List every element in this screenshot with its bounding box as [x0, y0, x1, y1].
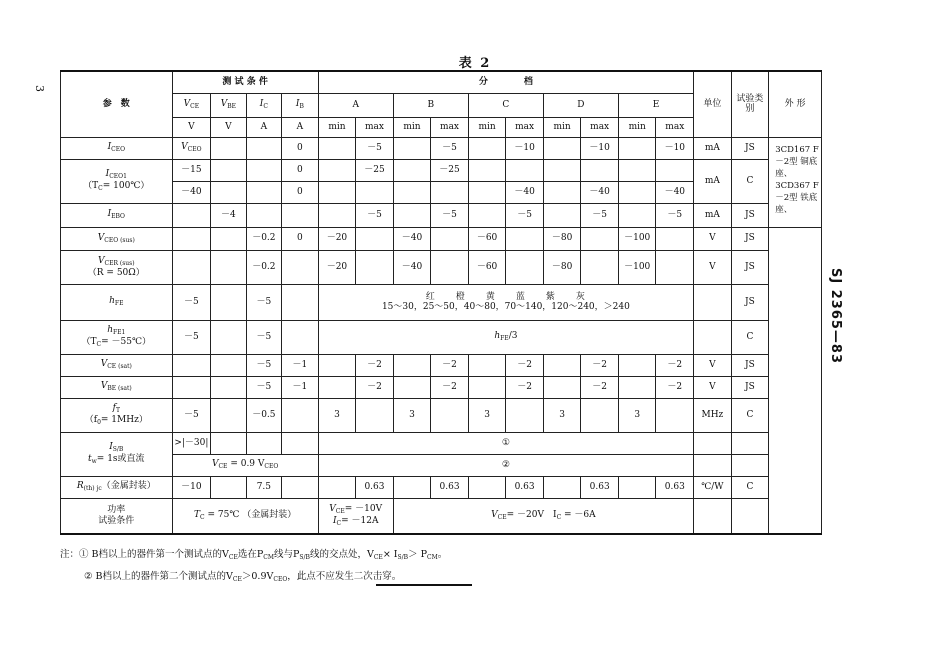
cell: 3: [618, 398, 656, 432]
cell: －40: [506, 181, 544, 203]
header-ib: $I_B$: [282, 93, 319, 117]
table-row: [61, 227, 822, 250]
param-vbe-sat: $V_{BE (sat)}$: [61, 376, 173, 398]
header-test-conditions: 测 试 条 件: [172, 71, 318, 93]
cell: －0.5: [246, 398, 282, 432]
cell: －40: [656, 181, 694, 203]
cell: －0.2: [246, 250, 282, 284]
param-vcer-sus: $V_{CER (sus)}$ （R = 50Ω）: [61, 250, 173, 284]
cell: 0.63: [581, 476, 619, 498]
header-test-type: 试验类别: [731, 71, 769, 137]
cell: C: [731, 320, 769, 354]
cell: －2: [656, 354, 694, 376]
cell: －5: [246, 320, 282, 354]
isb-condition: $V_{CE} = 0.9$ $V_{CEO}$: [172, 454, 318, 476]
cell: －40: [393, 227, 431, 250]
cell: －2: [581, 354, 619, 376]
table-row: [61, 354, 822, 376]
param-iebo: $I_{EBO}$: [61, 203, 173, 227]
cell: 3: [468, 398, 506, 432]
cell: －20: [318, 250, 356, 284]
cell: －2: [506, 376, 544, 398]
cell: V: [694, 354, 732, 376]
max-label: max: [656, 117, 694, 137]
cell: C: [731, 398, 769, 432]
cell: V: [694, 250, 732, 284]
cell: －1: [282, 354, 319, 376]
parameter-table: [60, 70, 822, 535]
max-label: max: [356, 117, 394, 137]
unit-ib: A: [282, 117, 319, 137]
page-number: 3: [33, 85, 46, 92]
cell: －1: [282, 376, 319, 398]
power-tc: $T_C$ = 75℃ （金属封装）: [172, 498, 318, 534]
cell: －10: [656, 137, 694, 159]
param-iceo1: $I_{CEO1}$ （$T_C=$ 100℃）: [61, 159, 173, 203]
param-rth: $R_{(th) jc}$（金属封装）: [61, 476, 173, 498]
cell: －40: [581, 181, 619, 203]
cell: 0.63: [431, 476, 469, 498]
cell: 0: [282, 137, 319, 159]
cell: 7.5: [246, 476, 282, 498]
power-other-grades: $V_{CE}= -20V$ $I_C = -6A$: [393, 498, 693, 534]
header-param: 参 数: [61, 71, 173, 137]
table-row: [61, 250, 822, 284]
cell: －5: [246, 376, 282, 398]
grade-e: E: [618, 93, 693, 117]
cell: ℃/W: [694, 476, 732, 498]
cell: －5: [172, 398, 211, 432]
cell: －60: [468, 250, 506, 284]
max-label: max: [581, 117, 619, 137]
cell: －5: [656, 203, 694, 227]
cell: 0.63: [656, 476, 694, 498]
param-iceo: $I_{CEO}$: [61, 137, 173, 159]
param-ft: $f_T$ $(f_0= 1MHz)$: [61, 398, 173, 432]
cell: －2: [656, 376, 694, 398]
cell: C: [731, 476, 769, 498]
max-label: max: [506, 117, 544, 137]
cell: JS: [731, 376, 769, 398]
table-row: [61, 203, 822, 227]
grade-a: A: [318, 93, 393, 117]
header-outline: 外 形: [769, 71, 822, 137]
table-row: [61, 454, 822, 476]
cell: －100: [618, 250, 656, 284]
cell: －60: [468, 227, 506, 250]
cell: JS: [731, 284, 769, 320]
header-ic: $I_C$: [246, 93, 282, 117]
cell: －5: [246, 354, 282, 376]
note-1: 注：① B档以上的器件第一个测试点的$V_{CE}$选在$P_{CM}$线与$P_{S/B}$线的交点处，$V_{CE}\times I_{S/B}> P_{CM}$。: [60, 549, 448, 561]
header-vce: $V_{CE}$: [172, 93, 211, 117]
cell: －5: [172, 284, 211, 320]
cell: －10: [506, 137, 544, 159]
cell: －10: [172, 476, 211, 498]
min-label: min: [468, 117, 506, 137]
cell: mA: [694, 203, 732, 227]
cell: C: [731, 159, 769, 203]
cell: JS: [731, 250, 769, 284]
cell: 3: [318, 398, 356, 432]
cell: －5: [431, 203, 469, 227]
min-label: min: [618, 117, 656, 137]
cell: 0.63: [356, 476, 394, 498]
header-unit: 单位: [694, 71, 732, 137]
cell: MHz: [694, 398, 732, 432]
cell: －5: [506, 203, 544, 227]
hfe-grades: 红 橙 黄 蓝 紫 灰 15～30，25～50，40～80，70～140，120～240，＞240: [318, 284, 693, 320]
cell: JS: [731, 227, 769, 250]
cell: JS: [731, 137, 769, 159]
table-row: [61, 320, 822, 354]
grade-c: C: [468, 93, 543, 117]
cell: －2: [506, 354, 544, 376]
table-row: [61, 398, 822, 432]
cell: －80: [543, 227, 581, 250]
outline-text: 3CD167 F－2型 铜底座、3CD367 F－2型 铁底座、: [769, 137, 822, 227]
cell: >|－30|: [172, 432, 211, 454]
cell: －40: [393, 250, 431, 284]
min-label: min: [318, 117, 356, 137]
unit-vbe: V: [211, 117, 247, 137]
unit-ic: A: [246, 117, 282, 137]
param-vceo-sus: $V_{CEO (sus)}$: [61, 227, 173, 250]
cell: 0: [282, 159, 319, 181]
cell: －5: [431, 137, 469, 159]
document-code: SJ 2365—83: [828, 268, 843, 364]
cell: －5: [581, 203, 619, 227]
cell: －5: [172, 320, 211, 354]
cell: －5: [356, 203, 394, 227]
cell: V: [694, 227, 732, 250]
cell: －15: [172, 159, 211, 181]
cell: －2: [431, 354, 469, 376]
cell: 3: [543, 398, 581, 432]
table-title: 表 2: [458, 56, 492, 71]
cell: －2: [356, 376, 394, 398]
min-label: min: [543, 117, 581, 137]
cell: $V_{CEO}$: [172, 137, 211, 159]
grade-d: D: [543, 93, 618, 117]
cell: －4: [211, 203, 247, 227]
isb-note-1: ①: [318, 432, 693, 454]
isb-note-2: ②: [318, 454, 693, 476]
cell: 0: [282, 181, 319, 203]
footer-rule: [376, 584, 472, 586]
cell: JS: [731, 203, 769, 227]
param-power: 功率 试验条件: [61, 498, 173, 534]
cell: mA: [694, 137, 732, 159]
cell: －5: [246, 284, 282, 320]
note-2: ② B档以上的器件第二个测试点的$V_{CE}>0.9V_{CEO}$，此点不应发生二次击穿。: [84, 571, 402, 583]
cell: －20: [318, 227, 356, 250]
min-label: min: [393, 117, 431, 137]
cell: －25: [356, 159, 394, 181]
cell: mA: [694, 159, 732, 203]
table-row: [61, 376, 822, 398]
cell: －2: [581, 376, 619, 398]
header-vbe: $V_{BE}$: [211, 93, 247, 117]
cell: －10: [581, 137, 619, 159]
notes: [60, 545, 447, 589]
cell: －5: [356, 137, 394, 159]
max-label: max: [431, 117, 469, 137]
cell: 0.63: [506, 476, 544, 498]
table-row: [61, 432, 822, 454]
cell: V: [694, 376, 732, 398]
cell: －100: [618, 227, 656, 250]
table-row: [61, 284, 822, 320]
param-hfe1: $h_{FE1}$ （$T_C=$ －55℃）: [61, 320, 173, 354]
hfe1-value: $h_{FE}/3$: [318, 320, 693, 354]
cell: －2: [431, 376, 469, 398]
cell: －0.2: [246, 227, 282, 250]
unit-vce: V: [172, 117, 211, 137]
cell: 0: [282, 227, 319, 250]
cell: －40: [172, 181, 211, 203]
cell: －25: [431, 159, 469, 181]
cell: 3: [393, 398, 431, 432]
param-isb: $I_{S/B}$ $t_w= 1s$或直流: [61, 432, 173, 476]
grade-b: B: [393, 93, 468, 117]
cell: －2: [356, 354, 394, 376]
table-row: [61, 498, 822, 534]
table-row: [61, 159, 822, 181]
param-vce-sat: $V_{CE (sat)}$: [61, 354, 173, 376]
header-grade: 分 档: [318, 71, 693, 93]
table-row: [61, 476, 822, 498]
power-grade-a: $V_{CE}= -10V$ $I_C= -12A$: [318, 498, 393, 534]
cell: －80: [543, 250, 581, 284]
cell: JS: [731, 354, 769, 376]
param-hfe: $h_{FE}$: [61, 284, 173, 320]
table-row: [61, 137, 822, 159]
